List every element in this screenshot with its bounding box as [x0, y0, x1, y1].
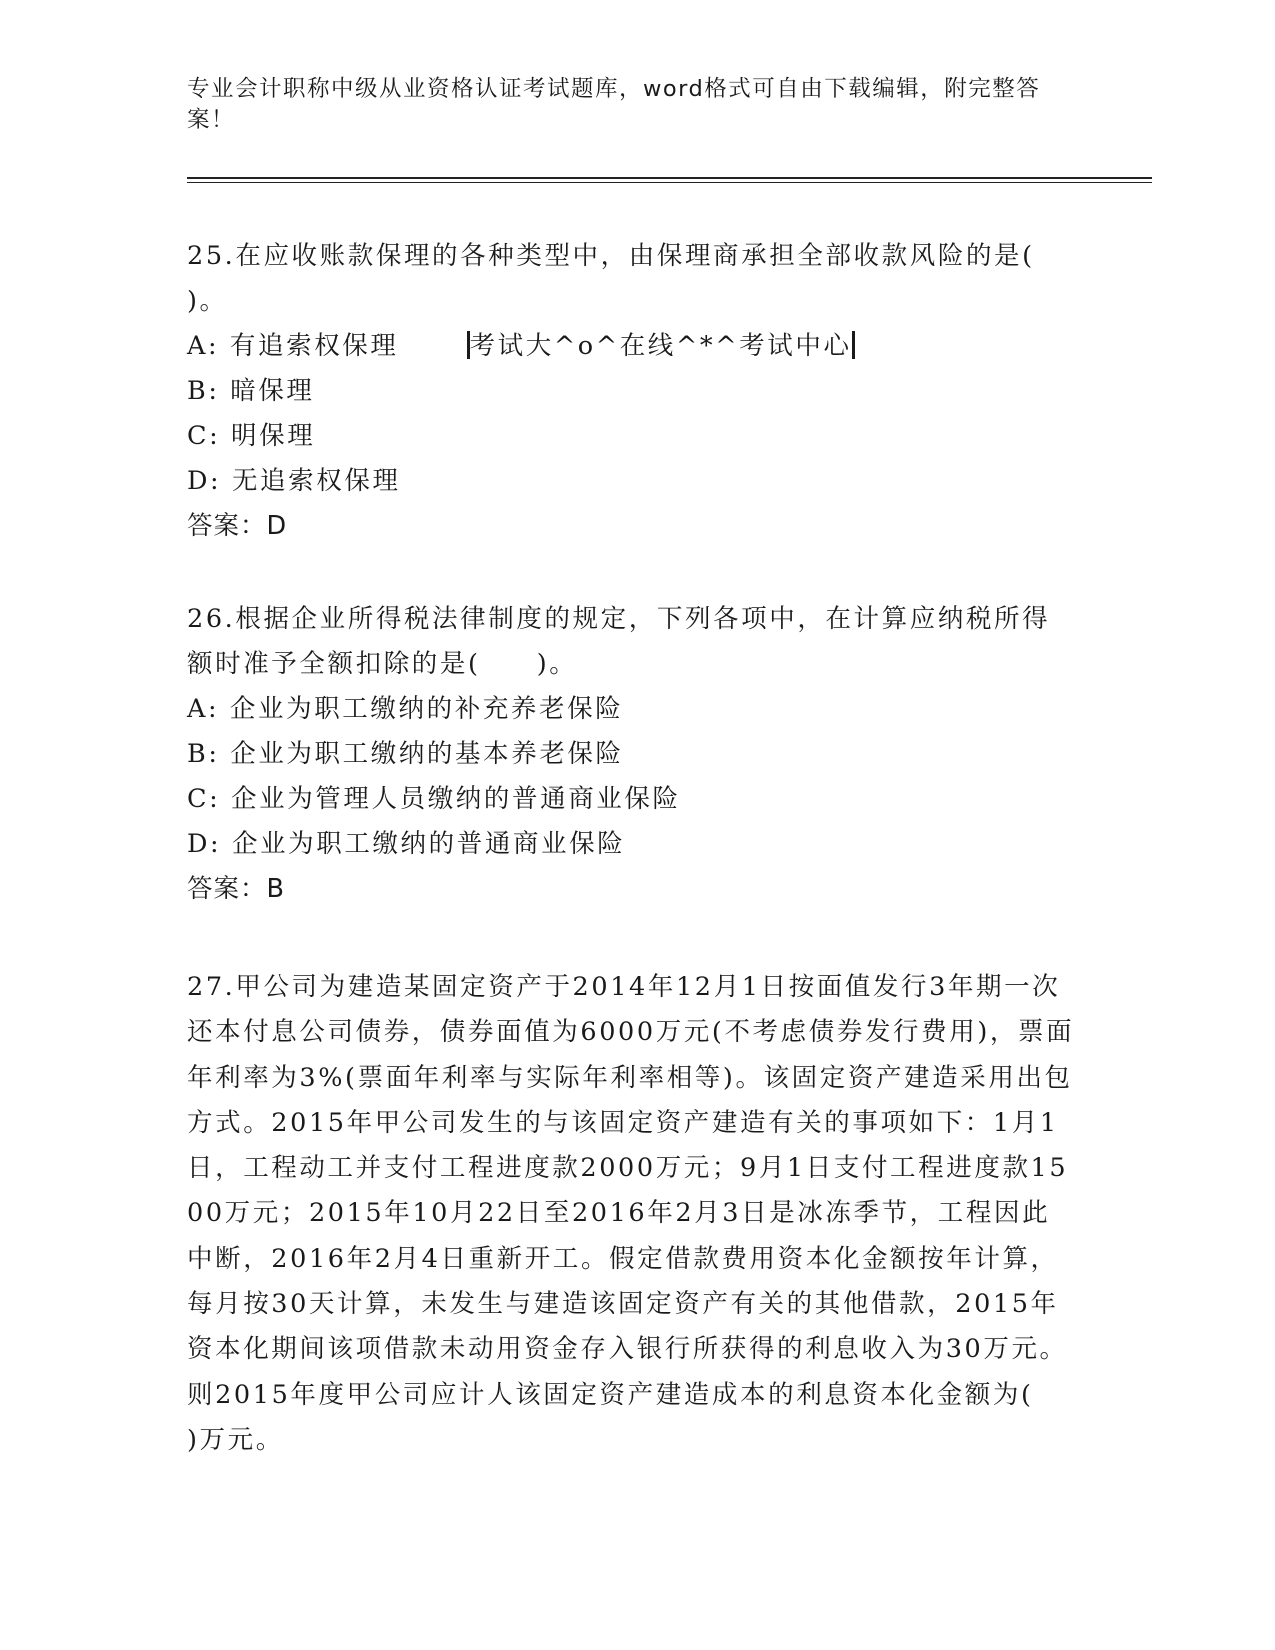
- question-stem-line: 额时准予全额扣除的是( )。: [187, 649, 578, 679]
- question-stem-line: )。: [187, 286, 228, 316]
- question-stem-line: 25.在应收账款保理的各种类型中，由保理商承担全部收款风险的是(: [187, 241, 1035, 271]
- question-26: [187, 597, 1077, 912]
- question-stem: 27.甲公司为建造某固定资产于2014年12月1日按面值发行3年期一次还本付息公司债券，债券面值为6000万元(不考虑债券发行费用)，票面年利率为3%(票面年利率与实际年利率相等)。该固定资产建造采用出包方式。2015年甲公司发生的与该固定资产建造有关的事项如下：1月1日，工程动工并支付工程进度款2000万元；9月1日支付工程进度款1500万元；2015年10月22日至2016年2月3日是冰冻季节，工程因此中断，2016年2月4日重新开工。假定借款费用资本化金额按年计算，每月按30天计算，未发生与建造该固定资产有关的其他借款，2015年资本化期间该项借款未动用资金存入银行所获得的利息收入为30万元。则2015年度甲公司应计人该固定资产建造成本的利息资本化金额为( )万元。: [187, 972, 1090, 1455]
- option-b: B: 企业为职工缴纳的基本养老保险: [187, 739, 624, 769]
- option-c: C: 明保理: [187, 421, 316, 451]
- watermark-bracket-right: [852, 331, 855, 359]
- option-d: D: 无追索权保理: [187, 466, 401, 496]
- header-divider: [187, 177, 1152, 179]
- option-a: A: 企业为职工缴纳的补充养老保险: [187, 694, 624, 724]
- header-divider-thin: [187, 182, 1152, 183]
- watermark: [467, 331, 855, 361]
- question-27: [187, 965, 1090, 1463]
- question-25: [187, 234, 1077, 549]
- option-b: B: 暗保理: [187, 376, 315, 406]
- page-header: 专业会计职称中级从业资格认证考试题库，word格式可自由下载编辑，附完整答案！: [187, 76, 1041, 133]
- watermark-text: 考试大^o^在线^*^考试中心: [469, 331, 852, 361]
- option-d: D: 企业为职工缴纳的普通商业保险: [187, 829, 626, 859]
- answer-line: 答案：D: [187, 511, 288, 541]
- option-a-text: A: 有追索权保理: [187, 331, 399, 361]
- option-c: C: 企业为管理人员缴纳的普通商业保险: [187, 784, 681, 814]
- option-a: [187, 324, 1077, 369]
- question-stem-line: 26.根据企业所得税法律制度的规定，下列各项中，在计算应纳税所得: [187, 604, 1051, 634]
- answer-line: 答案：B: [187, 874, 285, 904]
